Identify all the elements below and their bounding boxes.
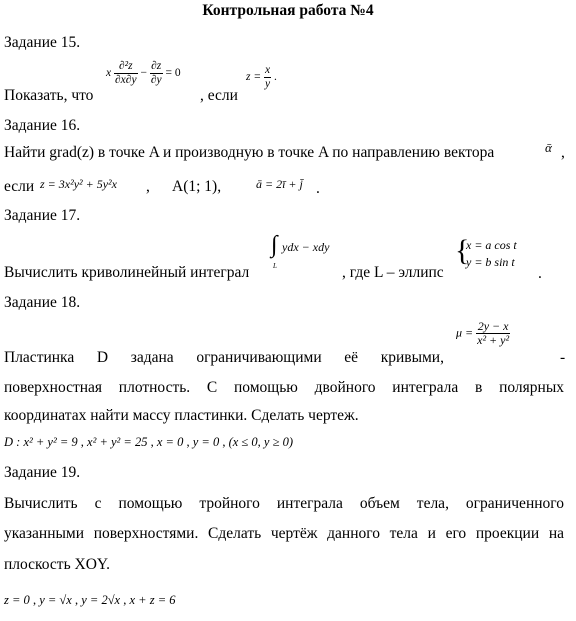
word: D — [96, 349, 109, 366]
task17-text: Вычислить криволинейный интеграл — [4, 264, 250, 281]
z-den: y — [265, 78, 271, 90]
task15-text: Показать, что — [4, 87, 94, 104]
word: её — [344, 349, 359, 366]
surface-sep: , — [32, 593, 37, 607]
integral-sign: ∫ — [271, 232, 278, 258]
task18-line1 — [4, 349, 444, 367]
task17-where: , где L – эллипс — [342, 264, 444, 281]
word: ограничивающими — [196, 349, 322, 366]
task16-vector: ā = 2ī + j̄ — [256, 177, 303, 191]
task16-dot: . — [316, 180, 320, 197]
surface-part: z = 0 — [4, 593, 30, 607]
surface-sep: , — [123, 593, 127, 607]
eq-frac2-den: ∂y — [150, 74, 162, 86]
page-title: Контрольная работа №4 — [202, 2, 374, 19]
surface-part: y = 2√x — [81, 593, 121, 607]
mu-den: x² + y² — [477, 333, 510, 347]
task15-equation — [106, 60, 181, 87]
eq-rhs: = 0 — [165, 67, 181, 80]
task15-label: Задание 15. — [4, 34, 81, 51]
eq-minus: − — [140, 67, 147, 80]
task18-domain — [4, 435, 293, 450]
task19-line1: Вычислить с помощью тройного интеграла объем тела, ограниченного — [4, 495, 564, 512]
word: кривыми, — [380, 349, 444, 366]
system-brace: { — [455, 234, 470, 267]
domain-sep: , — [222, 435, 226, 449]
alpha-vector: ᾱ — [545, 140, 552, 155]
task17-label: Задание 17. — [4, 207, 81, 224]
task16-comma: , — [561, 144, 565, 161]
domain-part: x = 0 — [156, 435, 184, 449]
eq-fraction-1 — [114, 60, 138, 87]
z-num: x — [265, 64, 271, 76]
density-formula — [456, 320, 510, 347]
mu-num: 2y − x — [477, 319, 509, 333]
system-line1: x = a cos t — [466, 238, 517, 252]
eq-frac1-num: ∂²z — [118, 60, 133, 72]
task15-z-definition — [246, 64, 277, 91]
task15-if: , если — [200, 87, 238, 104]
mu-lhs: μ = — [456, 325, 474, 340]
task18-line3: координатах найти массу пластинки. Сделать чертеж. — [4, 407, 359, 424]
task17-dot: . — [538, 265, 542, 282]
eq-coef: x — [106, 67, 112, 80]
task16-comma2: , — [146, 178, 150, 195]
surface-sep: , — [74, 593, 79, 607]
task19-line2: указанными поверхностями. Сделать чертёж данного тела и его проекции на — [4, 525, 564, 542]
domain-sep: , — [80, 435, 84, 449]
task18-label: Задание 18. — [4, 294, 81, 311]
mu-fraction — [476, 320, 510, 347]
domain-part: y = 0 — [192, 435, 220, 449]
integrand: ydx − xdy — [282, 240, 330, 254]
domain-sep: , — [150, 435, 154, 449]
task19-line3: плоскость XOY. — [4, 556, 110, 573]
task19-label: Задание 19. — [4, 464, 81, 481]
eq-fraction-2 — [150, 60, 163, 87]
integral-subscript: L — [273, 262, 277, 270]
task16-point: A(1; 1), — [172, 178, 222, 195]
surface-part: y = √x — [39, 593, 72, 607]
word: задана — [130, 349, 174, 366]
domain-part: D : x² + y² = 9 — [4, 435, 78, 449]
system-line2: y = b sin t — [466, 255, 515, 269]
task18-line2: поверхностная плотность. С помощью двойного интеграла в полярных — [4, 379, 564, 396]
task16-z-expression: z = 3x²y² + 5y²x — [40, 177, 117, 191]
eq-frac2-num: ∂z — [151, 60, 162, 72]
z-lhs: z = — [246, 71, 262, 84]
z-fraction — [264, 64, 271, 91]
task16-label: Задание 16. — [4, 117, 81, 134]
task19-surfaces — [4, 593, 176, 608]
task16-if: если — [4, 178, 35, 195]
eq-frac1-den: ∂x∂y — [114, 74, 137, 86]
surface-part: x + z = 6 — [129, 593, 176, 607]
domain-part: x² + y² = 25 — [87, 435, 148, 449]
word: Пластинка — [4, 349, 75, 366]
z-dot: . — [273, 71, 277, 84]
task18-dash: - — [560, 349, 566, 366]
task16-line1: Найти grad(z) в точке A и производную в точке A по направлению вектора — [4, 144, 495, 161]
domain-part: (x ≤ 0, y ≥ 0) — [228, 435, 293, 449]
domain-sep: , — [186, 435, 190, 449]
